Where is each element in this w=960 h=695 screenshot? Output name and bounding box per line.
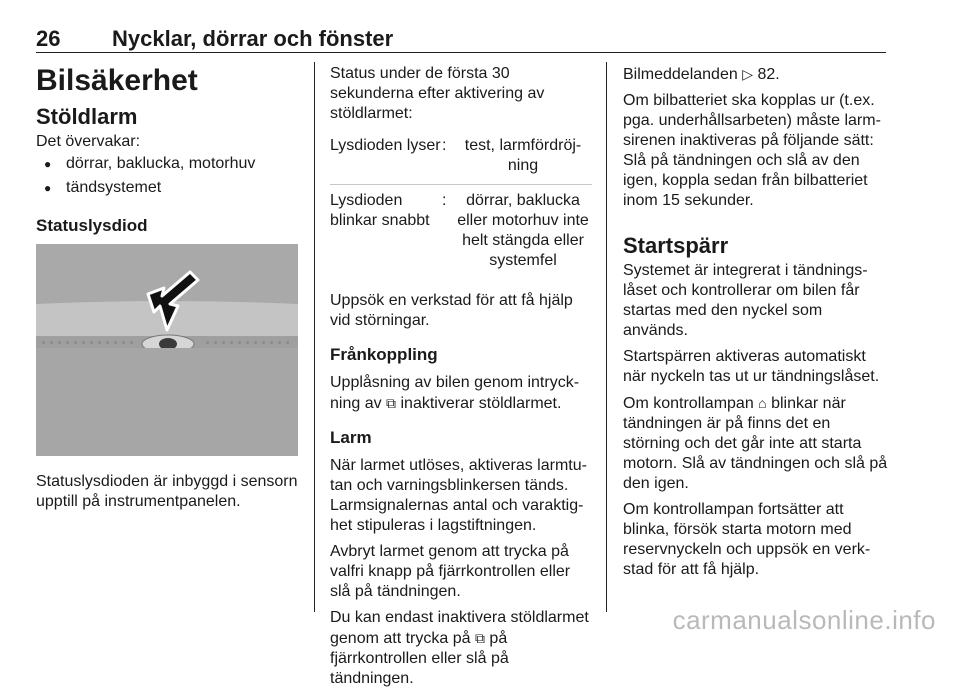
larm-paragraph: Avbryt larmet genom att trycka på valfri knapp på fjärrkontrollen eller slå på tändningen.: [330, 543, 571, 600]
monitored-list: [36, 154, 298, 198]
larm-text-start: Du kan endast inaktivera stöldlarmet genom att trycka på: [330, 609, 589, 647]
list-item: ● tändsystemet: [36, 178, 298, 198]
column-left: [36, 64, 298, 518]
dashboard-led-illustration: [36, 244, 298, 456]
control-lamp-paragraph: [623, 393, 888, 494]
table-value: dörrar, baklucka eller motorhuv inte helt stängda eller systemfel: [457, 192, 589, 269]
page-number: 26: [36, 26, 61, 51]
intro-text: Det övervakar:: [36, 133, 141, 150]
frankoppling-text-start: Upplåsning av bilen genom intryckning av: [330, 374, 580, 412]
table-key: Lysdioden blinkar snabbt: [330, 192, 430, 229]
workshop-text: Uppsök en verkstad för att få hjälp vid störningar.: [330, 292, 573, 329]
larm-text-end: på fjärrkontrollen eller slå på tändningen.: [330, 630, 509, 687]
status-intro: Status under de första 30 sekunderna efter aktivering av stöldlarmet:: [330, 65, 545, 122]
frankoppling-text-end: inaktiverar stöldlarmet.: [400, 395, 562, 412]
column-middle: [330, 64, 592, 695]
unlock-symbol-icon: ⧉: [386, 395, 397, 411]
frankoppling-text: [330, 373, 592, 414]
larm-paragraph: [330, 608, 592, 689]
table-colon: :: [442, 137, 447, 154]
table-row: [330, 130, 592, 184]
subsection-title: Stöldlarm: [36, 104, 138, 129]
larm-paragraph: När larmet utlöses, aktiveras larmtutan och varningsblinkersen tänds. Larmsignalernas antal och varaktighet stipuleras i lagstiftningen.: [330, 457, 587, 534]
immobilizer-lamp-icon: ⌂: [758, 395, 767, 411]
vehicle-messages-ref: [623, 64, 888, 85]
startsparr-heading: Startspärr: [623, 233, 729, 258]
battery-paragraph: Om bilbatteriet ska kopplas ur (t.ex. pga. underhållsarbeten) måste larmsirenen inaktiveras på följande sätt: Slå på tändningen och slå av den igen, koppla sedan från bilbatteriet inom 15 sekunder.: [623, 92, 881, 209]
page-ref-arrow-icon: ▷: [742, 66, 753, 82]
column-divider: [606, 62, 607, 612]
chapter-title: Nycklar, dörrar och fönster: [112, 26, 394, 51]
led-status-table: [330, 130, 592, 279]
page-ref-number: 82.: [757, 66, 780, 83]
table-colon: :: [442, 192, 447, 209]
status-led-heading: Statuslysdiod: [36, 216, 148, 235]
control-lamp-text-start: Om kontrollampan: [623, 395, 754, 412]
watermark: carmanualsonline.info: [672, 605, 936, 635]
startsparr-paragraph: Om kontrollampan fortsätter att blinka, försök starta motorn med reservnyckeln och uppsök en verkstad för att få hjälp.: [623, 501, 871, 578]
section-title: Bilsäkerhet: [36, 64, 198, 97]
larm-heading: Larm: [330, 428, 372, 447]
page-header: [36, 26, 886, 53]
table-row: [330, 184, 592, 279]
column-divider: [314, 62, 315, 612]
startsparr-paragraph: Startspärren aktiveras automatiskt när nyckeln tas ut ur tändningslåset.: [623, 348, 880, 385]
startsparr-paragraph: Systemet är integrerat i tändningslåset och kontrollerar om bilen får startas med den nyckel som används.: [623, 262, 868, 339]
table-value: test, larmfördröjning: [464, 137, 582, 174]
column-right: [623, 64, 888, 586]
control-lamp-text-end: blinkar när tändningen är på finns det en störning och det går inte att starta motorn. Slå av tändningen och slå på den igen.: [623, 395, 888, 492]
frankoppling-heading: Frånkoppling: [330, 345, 438, 364]
figure-caption: Statuslysdioden är inbyggd i sensorn upptill på instrumentpanelen.: [36, 473, 298, 510]
vehicle-messages-label: Bilmeddelanden: [623, 66, 738, 83]
list-item: ● dörrar, baklucka, motorhuv: [36, 154, 298, 174]
unlock-symbol-icon: ⧉: [474, 630, 485, 646]
table-key: Lysdioden lyser: [330, 137, 441, 154]
